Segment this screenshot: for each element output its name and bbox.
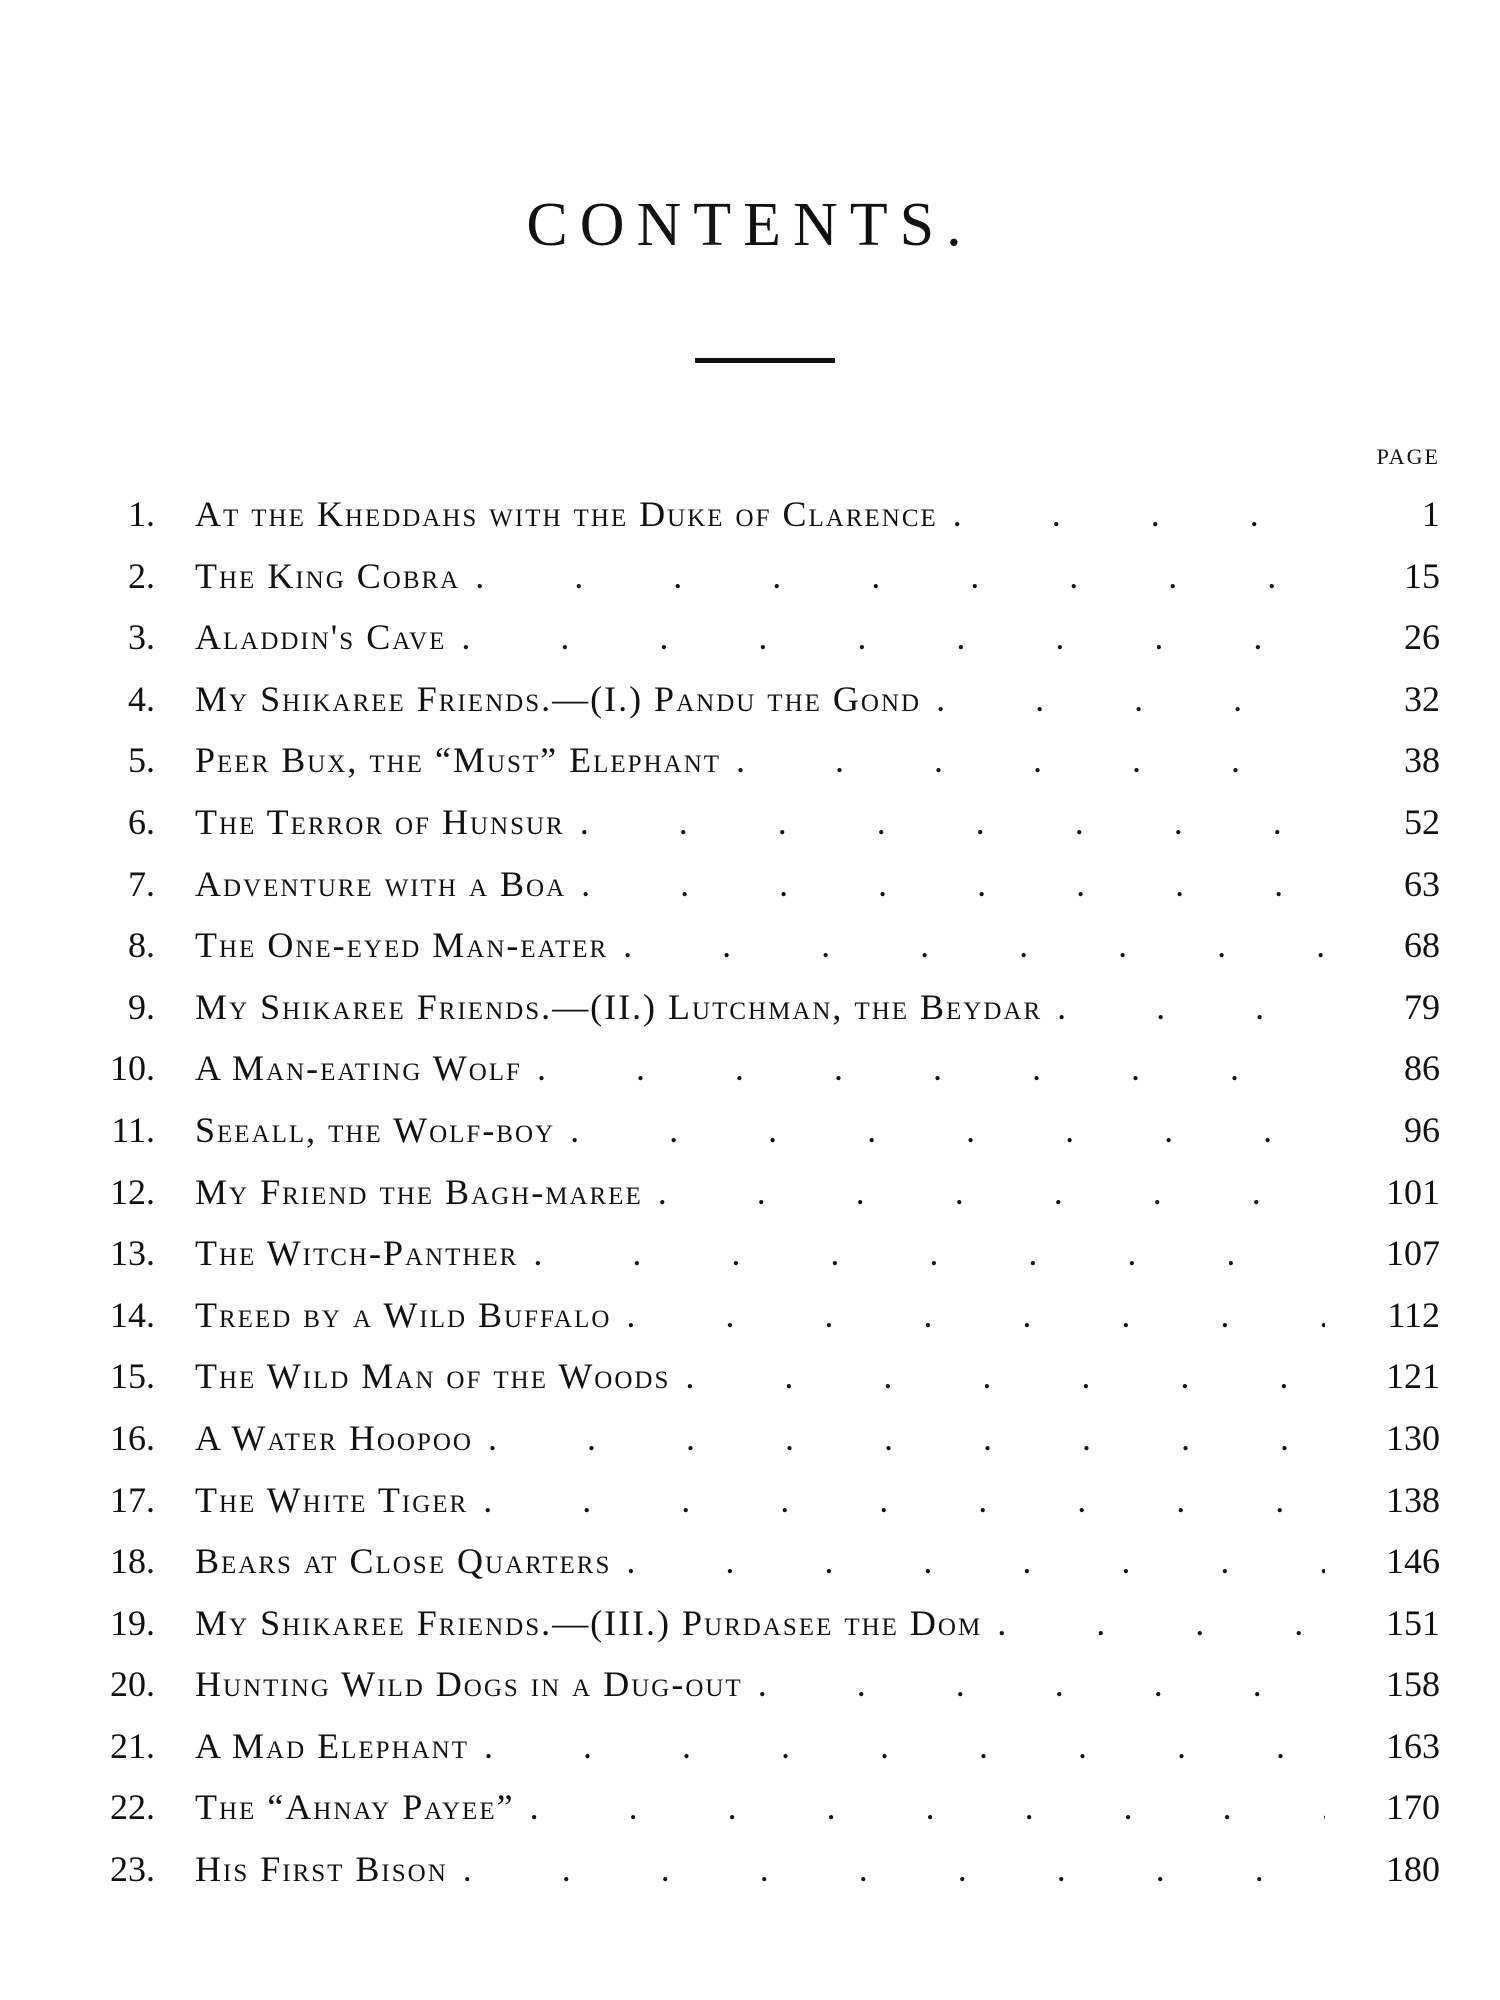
toc-entry bbox=[0, 1285, 1500, 1347]
entry-title-text: The “Ahnay Payee” bbox=[195, 1787, 521, 1827]
entry-title-text: My Shikaree Friends.—(I.) Pandu the Gond bbox=[195, 679, 927, 719]
entry-title-text: The Witch-Panther bbox=[195, 1233, 524, 1273]
entry-title bbox=[195, 977, 1325, 1039]
entry-page: 146 bbox=[1386, 1541, 1440, 1582]
toc-entry bbox=[0, 1408, 1500, 1470]
entry-number: 13. bbox=[110, 1233, 155, 1274]
entry-page: 26 bbox=[1404, 617, 1440, 658]
entry-page: 32 bbox=[1404, 678, 1440, 719]
entry-title bbox=[195, 1162, 1325, 1224]
entry-number: 4. bbox=[128, 678, 155, 719]
entry-page: 151 bbox=[1386, 1602, 1440, 1643]
entry-page: 63 bbox=[1404, 863, 1440, 904]
entry-title-text: Peer Bux, the “Must” Elephant bbox=[195, 740, 727, 780]
entry-title-text: A Man-eating Wolf bbox=[195, 1048, 528, 1088]
entry-title bbox=[195, 1038, 1325, 1100]
entry-page: 79 bbox=[1404, 986, 1440, 1027]
entry-number: 6. bbox=[128, 801, 155, 842]
toc-entry bbox=[0, 1223, 1500, 1285]
entry-title bbox=[195, 1100, 1325, 1162]
entry-title-text: The Terror of Hunsur bbox=[195, 802, 571, 842]
entry-number: 17. bbox=[110, 1479, 155, 1520]
entry-page: 68 bbox=[1404, 925, 1440, 966]
entry-number: 20. bbox=[110, 1664, 155, 1705]
entry-number: 2. bbox=[128, 555, 155, 596]
entry-page: 107 bbox=[1386, 1233, 1440, 1274]
entry-number: 3. bbox=[128, 617, 155, 658]
entry-title bbox=[195, 792, 1325, 854]
toc-entry bbox=[0, 1593, 1500, 1655]
entry-title-text: Hunting Wild Dogs in a Dug-out bbox=[195, 1664, 749, 1704]
entry-title-text: His First Bison bbox=[195, 1849, 454, 1889]
entry-title bbox=[195, 1593, 1325, 1655]
page-title: CONTENTS. bbox=[526, 191, 974, 259]
entry-number: 16. bbox=[110, 1417, 155, 1458]
entry-page: 180 bbox=[1386, 1849, 1440, 1890]
entry-title-text: Bears at Close Quarters bbox=[195, 1541, 617, 1581]
entry-number: 5. bbox=[128, 740, 155, 781]
entry-page: 163 bbox=[1386, 1725, 1440, 1766]
toc-entry bbox=[0, 669, 1500, 731]
entry-page: 15 bbox=[1404, 555, 1440, 596]
entry-title bbox=[195, 607, 1325, 669]
entry-number: 9. bbox=[128, 986, 155, 1027]
entry-number: 23. bbox=[110, 1849, 155, 1890]
entry-title bbox=[195, 1839, 1325, 1901]
entry-number: 11. bbox=[111, 1109, 155, 1150]
entry-page: 86 bbox=[1404, 1048, 1440, 1089]
entry-title-text: My Shikaree Friends.—(II.) Lutchman, the Beydar bbox=[195, 987, 1048, 1027]
entry-title bbox=[195, 669, 1325, 731]
entry-number: 15. bbox=[110, 1356, 155, 1397]
toc-entry bbox=[0, 977, 1500, 1039]
entry-page: 1 bbox=[1422, 494, 1440, 534]
entry-number: 7. bbox=[128, 863, 155, 904]
entry-title bbox=[195, 915, 1325, 977]
toc-entry bbox=[0, 1777, 1500, 1839]
title-rule bbox=[695, 358, 835, 363]
entry-title bbox=[195, 1470, 1325, 1532]
toc-entry bbox=[0, 1162, 1500, 1224]
entry-title-text: The Wild Man of the Woods bbox=[195, 1356, 676, 1396]
entry-title-text: Treed by a Wild Buffalo bbox=[195, 1295, 617, 1335]
entry-title bbox=[195, 1223, 1325, 1285]
entry-title bbox=[195, 1408, 1325, 1470]
entry-title bbox=[195, 1716, 1325, 1778]
entry-title-text: Seeall, the Wolf-boy bbox=[195, 1110, 561, 1150]
entry-title-text: A Water Hoopoo bbox=[195, 1418, 479, 1458]
entry-title bbox=[195, 1777, 1325, 1839]
toc-entry bbox=[0, 1654, 1500, 1716]
entry-number: 19. bbox=[110, 1602, 155, 1643]
entry-number: 10. bbox=[110, 1048, 155, 1089]
entry-title-text: The White Tiger bbox=[195, 1480, 474, 1520]
toc-list bbox=[0, 484, 1500, 1901]
entry-title bbox=[195, 730, 1325, 792]
entry-title-text: Aladdin's Cave bbox=[195, 617, 452, 657]
entry-page: 101 bbox=[1386, 1171, 1440, 1212]
entry-page: 52 bbox=[1404, 801, 1440, 842]
entry-title-text: My Shikaree Friends.—(III.) Purdasee the Dom bbox=[195, 1603, 988, 1643]
entry-title bbox=[195, 854, 1325, 916]
entry-title-text: The One-eyed Man-eater bbox=[195, 925, 614, 965]
toc-entry bbox=[0, 1470, 1500, 1532]
entry-page: 121 bbox=[1386, 1356, 1440, 1397]
page-column-heading: PAGE bbox=[1376, 444, 1440, 469]
toc-entry bbox=[0, 854, 1500, 916]
toc-entry bbox=[0, 730, 1500, 792]
toc-entry bbox=[0, 1038, 1500, 1100]
entry-title bbox=[195, 1285, 1325, 1347]
entry-title bbox=[195, 1531, 1325, 1593]
toc-entry bbox=[0, 915, 1500, 977]
entry-title-text: At the Kheddahs with the Duke of Clarence bbox=[195, 494, 944, 534]
toc-entry bbox=[0, 484, 1500, 546]
entry-page: 158 bbox=[1386, 1664, 1440, 1705]
entry-number: 21. bbox=[110, 1725, 155, 1766]
entry-title bbox=[195, 1346, 1325, 1408]
entry-title bbox=[195, 1654, 1325, 1716]
toc-entry bbox=[0, 1839, 1500, 1901]
entry-number: 14. bbox=[110, 1294, 155, 1335]
toc-entry bbox=[0, 1346, 1500, 1408]
toc-entry bbox=[0, 1716, 1500, 1778]
entry-number: 8. bbox=[128, 925, 155, 966]
entry-title-text: My Friend the Bagh-maree bbox=[195, 1172, 649, 1212]
entry-number: 22. bbox=[110, 1787, 155, 1828]
entry-page: 170 bbox=[1386, 1787, 1440, 1828]
entry-title bbox=[195, 546, 1325, 608]
entry-number: 18. bbox=[110, 1541, 155, 1582]
entry-title bbox=[195, 484, 1325, 546]
toc-entry bbox=[0, 607, 1500, 669]
entry-title-text: The King Cobra bbox=[195, 556, 466, 596]
entry-page: 130 bbox=[1386, 1417, 1440, 1458]
toc-entry bbox=[0, 1100, 1500, 1162]
entry-page: 138 bbox=[1386, 1479, 1440, 1520]
entry-title-text: Adventure with a Boa bbox=[195, 864, 572, 904]
entry-page: 38 bbox=[1404, 740, 1440, 781]
entry-number: 12. bbox=[110, 1171, 155, 1212]
entry-number: 1. bbox=[128, 494, 155, 534]
entry-page: 112 bbox=[1387, 1294, 1440, 1335]
toc-entry bbox=[0, 792, 1500, 854]
toc-entry bbox=[0, 1531, 1500, 1593]
entry-title-text: A Mad Elephant bbox=[195, 1726, 475, 1766]
toc-entry bbox=[0, 546, 1500, 608]
entry-page: 96 bbox=[1404, 1109, 1440, 1150]
